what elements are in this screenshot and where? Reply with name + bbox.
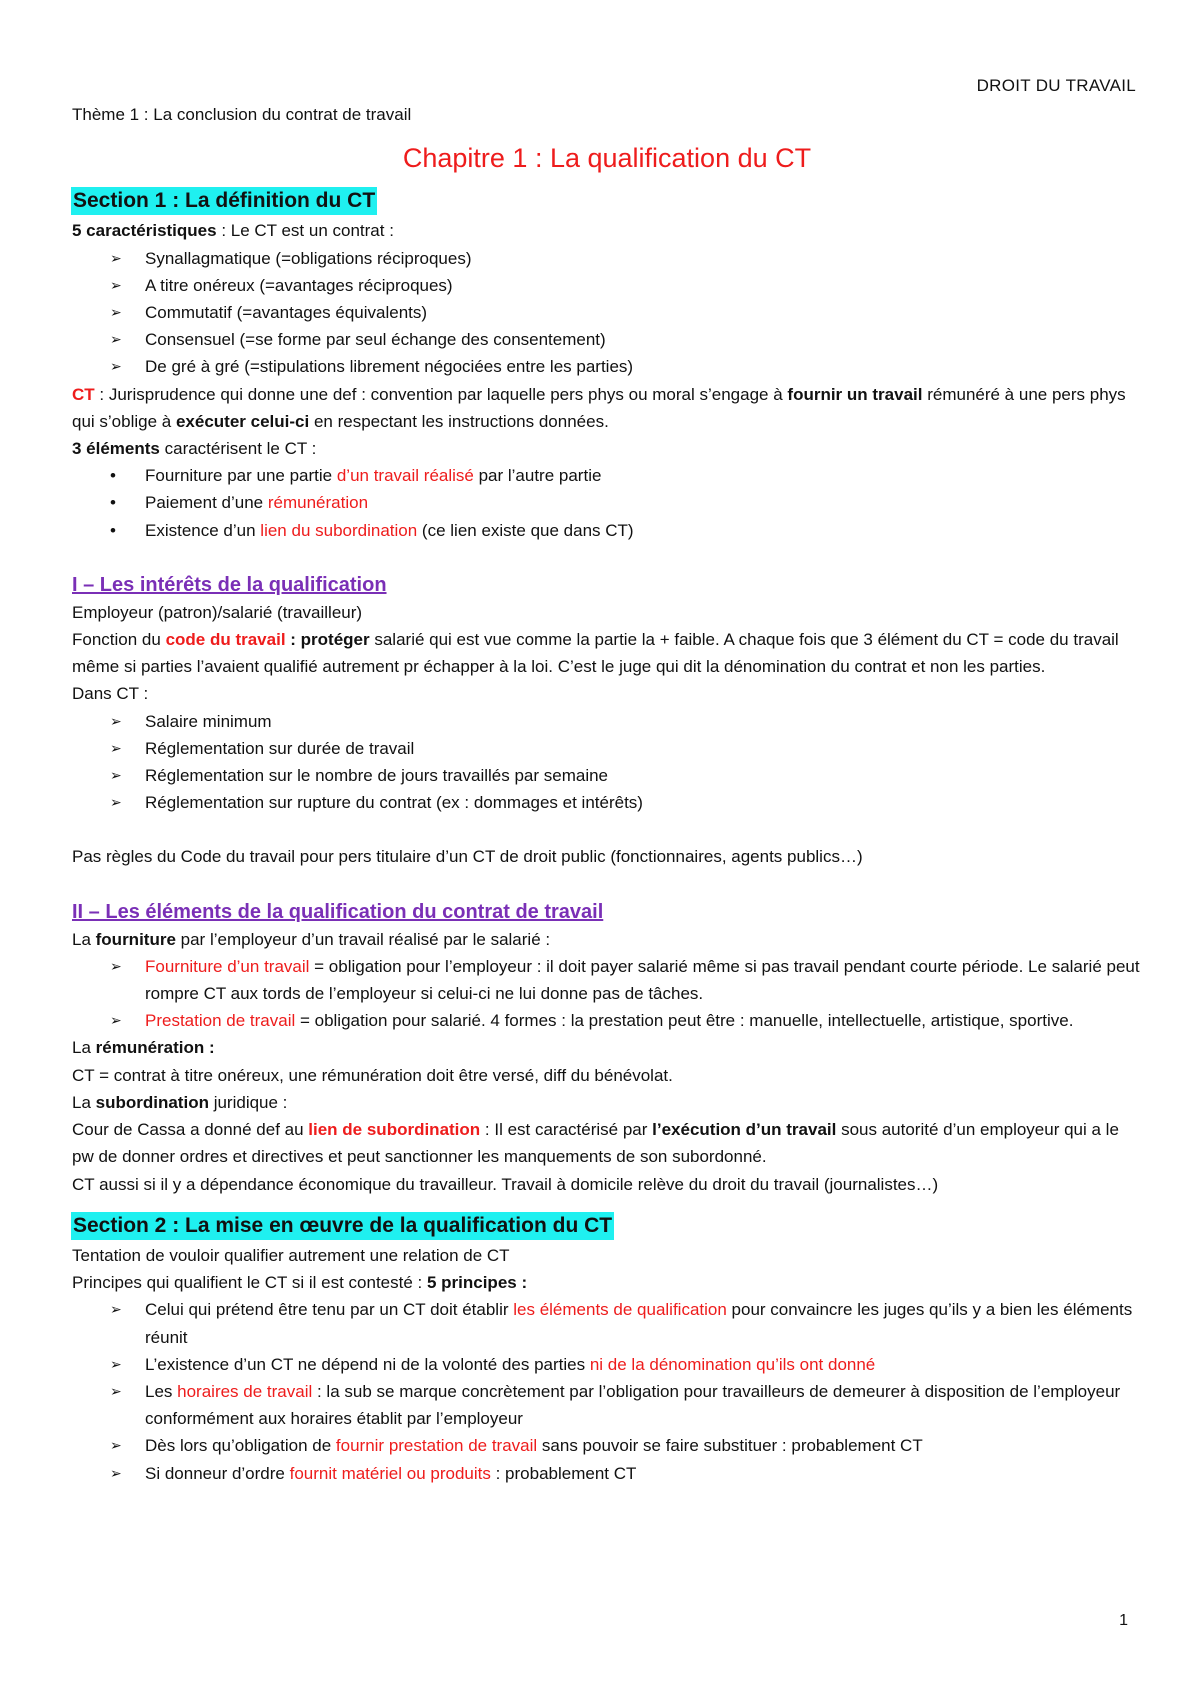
red-bold-text: lien de subordination xyxy=(308,1120,481,1140)
text: : Jurisprudence qui donne une def : convention par laquelle pers phys ou moral s’engage à xyxy=(94,384,788,404)
text: : probablement CT xyxy=(490,1463,637,1483)
text: juridique : xyxy=(208,1092,288,1112)
obligations-list xyxy=(72,953,1142,1035)
arrow-bullet-icon: ➢ xyxy=(110,1355,122,1372)
text: La xyxy=(72,1092,96,1112)
arrow-bullet-icon: ➢ xyxy=(110,794,122,811)
list-item xyxy=(72,1296,1142,1350)
arrow-bullet-icon: ➢ xyxy=(110,1437,122,1454)
spacer xyxy=(72,816,1142,843)
elements-intro-bold: 3 éléments xyxy=(72,439,160,459)
list-item xyxy=(72,1007,1142,1034)
characteristics-intro xyxy=(72,217,1142,244)
ct-label: CT xyxy=(72,384,95,404)
list-item xyxy=(72,1351,1142,1378)
section-2-title: Section 2 : La mise en œuvre de la qualification du CT xyxy=(71,1212,614,1240)
page-number: 1 xyxy=(1119,1612,1128,1629)
elements-intro-rest: caractérisent le CT : xyxy=(159,439,317,459)
text: sous autorité d’un employeur qui a le pw de donner ordres et directives et peut sanctionner les manquements de son subordonné. xyxy=(72,1120,1119,1167)
list-item-text: Réglementation sur durée de travail xyxy=(145,738,415,758)
function-paragraph xyxy=(72,626,1142,680)
text: La xyxy=(72,929,96,949)
part-1-title: I – Les intérêts de la qualification xyxy=(72,573,387,596)
bold-text: subordination xyxy=(95,1092,209,1112)
list-item-text: Synallagmatique (=obligations réciproques) xyxy=(145,248,472,268)
list-item xyxy=(72,353,1142,380)
remuneration-line: CT = contrat à titre onéreux, une rémunération doit être versé, diff du bénévolat. xyxy=(72,1065,673,1085)
text: Si donneur d’ordre xyxy=(145,1463,290,1483)
list-item xyxy=(72,489,1142,516)
employer-line: Employeur (patron)/salarié (travailleur) xyxy=(72,602,363,622)
list-item-text: Réglementation sur rupture du contrat (ex : dommages et intérêts) xyxy=(145,793,643,813)
bold-text: protéger xyxy=(300,630,370,650)
bold-text: fourniture xyxy=(95,929,176,949)
red-bold-text: code du travail xyxy=(165,630,286,650)
red-text: les éléments de qualification xyxy=(513,1300,727,1320)
bullet-icon: • xyxy=(110,493,116,513)
bullet-icon: • xyxy=(110,520,116,540)
theme-line: Thème 1 : La conclusion du contrat de travail xyxy=(72,105,412,124)
text: Paiement d’une xyxy=(145,493,268,513)
text: pour convaincre les juges qu’ils y a bien les éléments réunit xyxy=(145,1300,1133,1347)
cour-paragraph xyxy=(72,1116,1142,1170)
list-item xyxy=(72,462,1142,489)
text: : xyxy=(285,630,301,650)
text: Fonction du xyxy=(72,630,166,650)
list-item-text: Commutatif (=avantages équivalents) xyxy=(145,303,428,323)
text: L’existence d’un CT ne dépend ni de la volonté des parties xyxy=(145,1354,590,1374)
list-item-text: A titre onéreux (=avantages réciproques) xyxy=(145,275,453,295)
fourniture-line xyxy=(72,926,1142,953)
list-item xyxy=(72,326,1142,353)
list-item xyxy=(72,1378,1142,1432)
list-item-text: Consensuel (=se forme par seul échange des consentement) xyxy=(145,330,606,350)
text: rémunéré à une pers phys qui s’oblige à xyxy=(72,384,1126,431)
text: Cour de Cassa a donné def au xyxy=(72,1120,309,1140)
text: par l’employeur d’un travail réalisé par le salarié : xyxy=(175,929,551,949)
dans-ct-line: Dans CT : xyxy=(72,684,149,704)
text: sans pouvoir se faire substituer : probablement CT xyxy=(537,1436,923,1456)
text: : xyxy=(204,1038,215,1058)
characteristics-intro-bold: 5 caractéristiques xyxy=(72,221,217,241)
text: Principes qui qualifient le CT si il est contesté : xyxy=(72,1273,427,1293)
list-item xyxy=(72,735,1142,762)
arrow-bullet-icon: ➢ xyxy=(110,331,122,348)
red-text: Fourniture d’un travail xyxy=(145,956,310,976)
characteristics-intro-rest: : Le CT est un contrat : xyxy=(216,221,394,241)
elements-list xyxy=(72,462,1142,544)
bullet-icon: • xyxy=(110,466,116,486)
text: Dès lors qu’obligation de xyxy=(145,1436,336,1456)
text: = obligation pour l’employeur : il doit payer salarié même si pas travail pendant courte période. Le salarié peut rompre CT aux tords de l’employeur si celui-ci ne lui donne pas de tâches. xyxy=(145,956,1140,1004)
text: Les xyxy=(145,1381,178,1401)
bold-text: l’exécution d’un travail xyxy=(652,1120,837,1140)
part-2-title: II – Les éléments de la qualification du contrat de travail xyxy=(72,900,604,923)
principles-intro xyxy=(72,1269,1142,1296)
red-text: fournit matériel ou produits xyxy=(289,1463,491,1483)
red-text: d’un travail réalisé xyxy=(336,466,474,486)
text: Celui qui prétend être tenu par un CT doit établir xyxy=(145,1300,514,1320)
chapter-title: Chapitre 1 : La qualification du CT xyxy=(402,143,812,174)
red-text: horaires de travail xyxy=(177,1381,313,1401)
arrow-bullet-icon: ➢ xyxy=(110,1464,122,1481)
red-text: fournir prestation de travail xyxy=(335,1436,538,1456)
arrow-bullet-icon: ➢ xyxy=(110,304,122,321)
text: Fourniture par une partie xyxy=(145,466,337,486)
list-item xyxy=(72,708,1142,735)
dependence-line: CT aussi si il y a dépendance économique du travailleur. Travail à domicile relève du droit du travail (journalistes…) xyxy=(72,1174,939,1194)
arrow-bullet-icon: ➢ xyxy=(110,276,122,293)
public-law-line: Pas règles du Code du travail pour pers titulaire d’un CT de droit public (fonctionnaires, agents publics…) xyxy=(72,847,863,867)
temptation-line: Tentation de vouloir qualifier autrement une relation de CT xyxy=(72,1245,510,1265)
text: Existence d’un xyxy=(145,520,261,540)
bold-text: 5 principes xyxy=(426,1273,517,1293)
spacer xyxy=(72,1198,1142,1208)
arrow-bullet-icon: ➢ xyxy=(110,767,122,784)
list-item xyxy=(72,1432,1142,1459)
arrow-bullet-icon: ➢ xyxy=(110,358,122,375)
list-item xyxy=(72,762,1142,789)
list-item xyxy=(72,245,1142,272)
arrow-bullet-icon: ➢ xyxy=(110,712,122,729)
red-text: lien du subordination xyxy=(260,520,418,540)
spacer xyxy=(72,871,1142,898)
list-item-text: Réglementation sur le nombre de jours travaillés par semaine xyxy=(145,766,609,786)
list-item xyxy=(72,272,1142,299)
list-item xyxy=(72,953,1142,1007)
arrow-bullet-icon: ➢ xyxy=(110,957,122,974)
remuneration-heading xyxy=(72,1034,1142,1061)
arrow-bullet-icon: ➢ xyxy=(110,1382,122,1399)
text: en respectant les instructions données. xyxy=(309,411,609,431)
arrow-bullet-icon: ➢ xyxy=(110,739,122,756)
subordination-heading xyxy=(72,1089,1142,1116)
rules-list xyxy=(72,708,1142,817)
bold-text: fournir un travail xyxy=(787,384,923,404)
red-text: rémunération xyxy=(267,493,369,513)
list-item-text: De gré à gré (=stipulations librement négociées entre les parties) xyxy=(145,357,634,377)
red-text: ni de la dénomination qu’ils ont donné xyxy=(589,1354,876,1374)
arrow-bullet-icon: ➢ xyxy=(110,1012,122,1029)
characteristics-list xyxy=(72,245,1142,381)
red-text: Prestation de travail xyxy=(145,1011,296,1031)
text: : la sub se marque concrètement par l’obligation pour travailleurs de demeurer à disposition de l’employeur conformément aux horaires établit par l’employeur xyxy=(145,1381,1121,1429)
list-item xyxy=(72,1460,1142,1487)
ct-definition xyxy=(72,381,1142,435)
list-item xyxy=(72,299,1142,326)
spacer xyxy=(72,544,1142,571)
text: par l’autre partie xyxy=(473,466,602,486)
arrow-bullet-icon: ➢ xyxy=(110,1301,122,1318)
document-body xyxy=(72,101,1142,1487)
text: (ce lien existe que dans CT) xyxy=(417,520,634,540)
page-header: DROIT DU TRAVAIL xyxy=(976,76,1136,95)
section-1-title: Section 1 : La définition du CT xyxy=(71,187,377,215)
text: salarié qui est vue comme la partie la + faible. A chaque fois que 3 élément du CT = code du travail même si parties l’avaient qualifié autrement pr échapper à la loi. C’est le juge qui dit la dénomination du contrat et non les parties. xyxy=(72,630,1119,677)
bold-text: exécuter celui-ci xyxy=(175,411,310,431)
principles-list xyxy=(72,1296,1142,1486)
text: : Il est caractérisé par xyxy=(480,1120,653,1140)
list-item-text: Salaire minimum xyxy=(145,711,272,731)
elements-intro xyxy=(72,435,1142,462)
list-item xyxy=(72,789,1142,816)
bold-text: rémunération xyxy=(95,1038,205,1058)
list-item xyxy=(72,517,1142,544)
text: = obligation pour salarié. 4 formes : la prestation peut être : manuelle, intellectuelle, artistique, sportive. xyxy=(295,1011,1074,1031)
text: La xyxy=(72,1038,96,1058)
text: : xyxy=(516,1273,528,1293)
arrow-bullet-icon: ➢ xyxy=(110,249,122,266)
